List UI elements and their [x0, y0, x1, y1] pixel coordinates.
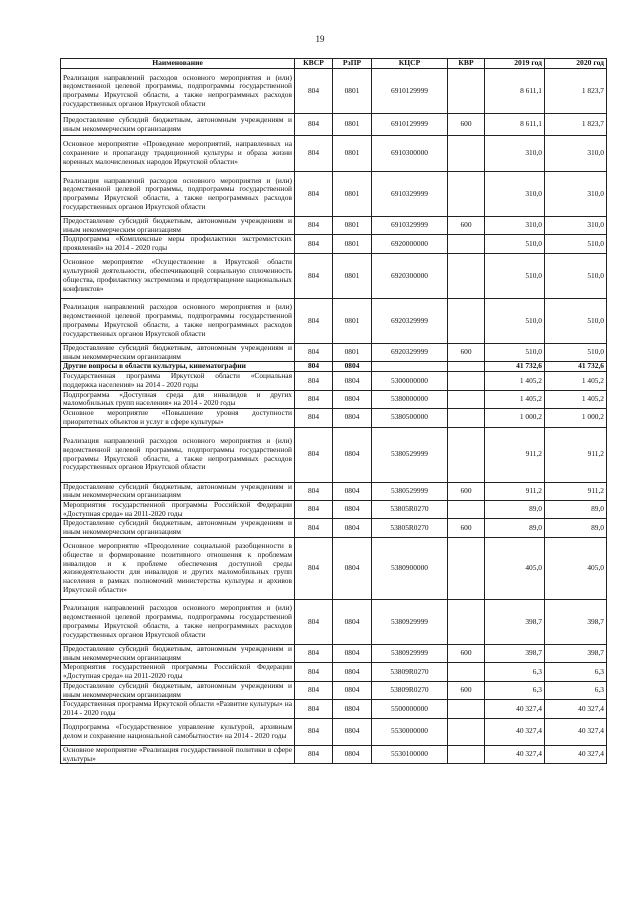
- cell-kvsr: 804: [295, 235, 333, 253]
- cell-kcsr: [372, 362, 448, 372]
- table-row: [61, 663, 607, 681]
- cell-kvsr: 804: [295, 644, 333, 662]
- header-kvsr: КВСР: [295, 59, 333, 69]
- cell-year-2020: 1 405,2: [545, 372, 607, 390]
- cell-kvsr: 804: [295, 537, 333, 599]
- table-row: [61, 136, 607, 172]
- cell-kvsr: 804: [295, 253, 333, 298]
- cell-rzpr: 0804: [333, 599, 372, 644]
- cell-rzpr: 0804: [333, 501, 372, 519]
- cell-kvr: 600: [448, 343, 485, 361]
- table-row: [61, 599, 607, 644]
- table-row: [61, 700, 607, 718]
- cell-rzpr: 0801: [333, 343, 372, 361]
- cell-year-2019: 510,0: [485, 253, 545, 298]
- cell-kvsr: 804: [295, 298, 333, 343]
- cell-name: Реализация направлений расходов основного мероприятия и (или) ведомственной целевой программы, подпрограммы государственной программы Иркутской области, а также непрограммных расходов государственных органов Иркутской области: [61, 599, 295, 644]
- cell-name: Предоставление субсидий бюджетным, автономным учреждениям и иным некоммерческим организациям: [61, 343, 295, 361]
- table-row: [61, 298, 607, 343]
- cell-year-2020: 89,0: [545, 501, 607, 519]
- cell-name: Реализация направлений расходов основного мероприятия и (или) ведомственной целевой программы, подпрограммы государственной программы Иркутской области, а также непрограммных расходов государственных органов Иркутской области: [61, 298, 295, 343]
- table-row: [61, 427, 607, 482]
- cell-rzpr: 0804: [333, 390, 372, 408]
- cell-year-2020: 1 000,2: [545, 409, 607, 427]
- cell-year-2020: 89,0: [545, 519, 607, 537]
- cell-name: Основное мероприятие «Реализация государственной политики в сфере культуры»: [61, 745, 295, 763]
- cell-kcsr: 6910329999: [372, 217, 448, 235]
- cell-kvr: [448, 663, 485, 681]
- cell-year-2020: 911,2: [545, 427, 607, 482]
- cell-kcsr: 6920329999: [372, 343, 448, 361]
- table-row: [61, 501, 607, 519]
- cell-year-2019: 510,0: [485, 235, 545, 253]
- cell-year-2019: 1 000,2: [485, 409, 545, 427]
- cell-kvsr: 804: [295, 482, 333, 500]
- cell-kvr: [448, 136, 485, 172]
- cell-year-2020: 40 327,4: [545, 745, 607, 763]
- cell-kcsr: 53805R0270: [372, 501, 448, 519]
- cell-name: Подпрограмма «Комплексные меры профилактики экстремистских проявлений» на 2014 - 2020 годы: [61, 235, 295, 253]
- cell-name: Основное мероприятие «Повышение уровня доступности приоритетных объектов и услуг в сфере культуры»: [61, 409, 295, 427]
- cell-rzpr: 0801: [333, 69, 372, 114]
- cell-name: Подпрограмма «Государственное управление культурой, архивным делом и сохранение национальной самобытности» на 2014 - 2020 годы: [61, 718, 295, 745]
- cell-kvr: [448, 362, 485, 372]
- table-row: [61, 409, 607, 427]
- cell-name: Предоставление субсидий бюджетным, автономным учреждениям и иным некоммерческим организациям: [61, 644, 295, 662]
- cell-name: Мероприятия государственной программы Российской Федерации «Доступная среда» на 2011-2020 годы: [61, 501, 295, 519]
- cell-kvr: [448, 172, 485, 217]
- cell-year-2019: 41 732,6: [485, 362, 545, 372]
- cell-kvr: [448, 700, 485, 718]
- cell-kcsr: 6910300000: [372, 136, 448, 172]
- cell-name: Реализация направлений расходов основного мероприятия и (или) ведомственной целевой программы, подпрограммы государственной программы Иркутской области, а также непрограммных расходов государственных органов Иркутской области: [61, 172, 295, 217]
- cell-year-2020: 911,2: [545, 482, 607, 500]
- cell-kvr: [448, 427, 485, 482]
- cell-kcsr: 5380929999: [372, 644, 448, 662]
- cell-year-2020: 310,0: [545, 172, 607, 217]
- cell-kvr: [448, 599, 485, 644]
- cell-kvsr: 804: [295, 599, 333, 644]
- cell-kvr: 600: [448, 681, 485, 699]
- cell-name: Основное мероприятие «Осуществление в Иркутской области культурной деятельности, обеспечивающей социальную сплоченность общества, профилактику экстремизма и предотвращение национальных конфликтов»: [61, 253, 295, 298]
- header-name: Наименование: [61, 59, 295, 69]
- cell-year-2019: 8 611,1: [485, 69, 545, 114]
- table-row: [61, 362, 607, 372]
- cell-kcsr: 5500000000: [372, 700, 448, 718]
- cell-kcsr: 5380900000: [372, 537, 448, 599]
- cell-name: Реализация направлений расходов основного мероприятия и (или) ведомственной целевой программы, подпрограммы государственной программы Иркутской области, а также непрограммных расходов государственных органов Иркутской области: [61, 69, 295, 114]
- cell-kvr: [448, 298, 485, 343]
- cell-year-2019: 911,2: [485, 427, 545, 482]
- cell-kcsr: 5380500000: [372, 409, 448, 427]
- table-row: [61, 172, 607, 217]
- cell-year-2019: 310,0: [485, 136, 545, 172]
- cell-kvsr: 804: [295, 217, 333, 235]
- table-row: [61, 718, 607, 745]
- header-year-2019: 2019 год: [485, 59, 545, 69]
- cell-kvsr: 804: [295, 343, 333, 361]
- cell-kvr: [448, 537, 485, 599]
- cell-kvr: 600: [448, 217, 485, 235]
- cell-year-2020: 405,0: [545, 537, 607, 599]
- cell-year-2020: 40 327,4: [545, 718, 607, 745]
- table-row: [61, 372, 607, 390]
- table-row: [61, 253, 607, 298]
- cell-rzpr: 0804: [333, 718, 372, 745]
- table-row: [61, 681, 607, 699]
- cell-kvsr: 804: [295, 427, 333, 482]
- cell-year-2020: 398,7: [545, 644, 607, 662]
- cell-kvsr: 804: [295, 681, 333, 699]
- cell-kvsr: 804: [295, 663, 333, 681]
- cell-rzpr: 0804: [333, 409, 372, 427]
- cell-kcsr: 6920000000: [372, 235, 448, 253]
- cell-kcsr: 5380000000: [372, 390, 448, 408]
- cell-rzpr: 0801: [333, 172, 372, 217]
- cell-rzpr: 0804: [333, 663, 372, 681]
- cell-kcsr: 6910329999: [372, 172, 448, 217]
- cell-year-2020: 1 823,7: [545, 69, 607, 114]
- cell-kvsr: 804: [295, 700, 333, 718]
- cell-name: Подпрограмма «Доступная среда для инвалидов и других маломобильных групп населения» на 2014 - 2020 годы: [61, 390, 295, 408]
- cell-kvsr: 804: [295, 390, 333, 408]
- cell-year-2019: 8 611,1: [485, 114, 545, 136]
- cell-year-2019: 6,3: [485, 663, 545, 681]
- cell-name: Мероприятия государственной программы Российской Федерации «Доступная среда» на 2011-2020 годы: [61, 663, 295, 681]
- budget-table: [60, 58, 607, 764]
- cell-rzpr: 0804: [333, 681, 372, 699]
- cell-year-2019: 1 405,2: [485, 372, 545, 390]
- cell-rzpr: 0801: [333, 136, 372, 172]
- cell-year-2019: 1 405,2: [485, 390, 545, 408]
- cell-year-2020: 1 823,7: [545, 114, 607, 136]
- cell-rzpr: 0804: [333, 700, 372, 718]
- cell-year-2019: 89,0: [485, 501, 545, 519]
- cell-kvsr: 804: [295, 501, 333, 519]
- cell-year-2019: 310,0: [485, 172, 545, 217]
- cell-year-2019: 405,0: [485, 537, 545, 599]
- cell-name: Государственная программа Иркутской области «Развитие культуры» на 2014 - 2020 годы: [61, 700, 295, 718]
- cell-kcsr: 5380929999: [372, 599, 448, 644]
- cell-kcsr: 5380529999: [372, 427, 448, 482]
- table-row: [61, 482, 607, 500]
- cell-kcsr: 6920300000: [372, 253, 448, 298]
- cell-kvr: [448, 69, 485, 114]
- table-row: [61, 390, 607, 408]
- cell-year-2019: 6,3: [485, 681, 545, 699]
- header-kvr: КВР: [448, 59, 485, 69]
- cell-name: Государственная программа Иркутской области «Социальная поддержка населения» на 2014 - 2020 годы: [61, 372, 295, 390]
- cell-year-2020: 1 405,2: [545, 390, 607, 408]
- cell-year-2020: 40 327,4: [545, 700, 607, 718]
- cell-rzpr: 0801: [333, 114, 372, 136]
- cell-kvr: [448, 253, 485, 298]
- cell-kcsr: 5530100000: [372, 745, 448, 763]
- cell-kvsr: 804: [295, 372, 333, 390]
- table-row: [61, 343, 607, 361]
- cell-year-2020: 41 732,6: [545, 362, 607, 372]
- cell-year-2020: 510,0: [545, 235, 607, 253]
- cell-kcsr: 6910129999: [372, 114, 448, 136]
- cell-name: Основное мероприятие «Проведение мероприятий, направленных на сохранение и пропаганду традиционной культуры и образа жизни коренных малочисленных народов Иркутской области»: [61, 136, 295, 172]
- cell-kvr: [448, 409, 485, 427]
- cell-kcsr: 5300000000: [372, 372, 448, 390]
- table-header-row: [61, 59, 607, 69]
- cell-rzpr: 0801: [333, 235, 372, 253]
- cell-rzpr: 0801: [333, 298, 372, 343]
- table-row: [61, 644, 607, 662]
- cell-kvsr: 804: [295, 362, 333, 372]
- cell-kcsr: 6910129999: [372, 69, 448, 114]
- cell-year-2019: 310,0: [485, 217, 545, 235]
- header-kcsr: КЦСР: [372, 59, 448, 69]
- cell-kvr: 600: [448, 519, 485, 537]
- cell-kvr: 600: [448, 644, 485, 662]
- cell-kcsr: 53809R0270: [372, 663, 448, 681]
- cell-year-2020: 510,0: [545, 298, 607, 343]
- cell-kcsr: 5380529999: [372, 482, 448, 500]
- cell-kvsr: 804: [295, 718, 333, 745]
- cell-kcsr: 53809R0270: [372, 681, 448, 699]
- header-year-2020: 2020 год: [545, 59, 607, 69]
- cell-rzpr: 0804: [333, 745, 372, 763]
- cell-kvsr: 804: [295, 172, 333, 217]
- cell-year-2019: 398,7: [485, 599, 545, 644]
- cell-rzpr: 0804: [333, 482, 372, 500]
- cell-rzpr: 0801: [333, 217, 372, 235]
- cell-kcsr: 5530000000: [372, 718, 448, 745]
- cell-year-2020: 398,7: [545, 599, 607, 644]
- cell-rzpr: 0804: [333, 644, 372, 662]
- cell-kcsr: 53805R0270: [372, 519, 448, 537]
- cell-rzpr: 0804: [333, 372, 372, 390]
- cell-kvsr: 804: [295, 519, 333, 537]
- cell-year-2020: 310,0: [545, 136, 607, 172]
- cell-name: Предоставление субсидий бюджетным, автономным учреждениям и иным некоммерческим организациям: [61, 519, 295, 537]
- cell-kvr: [448, 235, 485, 253]
- table-row: [61, 235, 607, 253]
- cell-year-2020: 310,0: [545, 217, 607, 235]
- cell-rzpr: 0804: [333, 427, 372, 482]
- cell-kvr: [448, 718, 485, 745]
- table-row: [61, 537, 607, 599]
- cell-name: Предоставление субсидий бюджетным, автономным учреждениям и иным некоммерческим организациям: [61, 482, 295, 500]
- cell-kvr: [448, 372, 485, 390]
- cell-rzpr: 0804: [333, 362, 372, 372]
- cell-kvr: [448, 390, 485, 408]
- cell-name: Основное мероприятие «Преодоление социальной разобщенности в обществе и формирование позитивного отношения к проблемам инвалидов и к проблеме обеспечения доступной среды жизнедеятельности для инвалидов и других маломобильных групп населения в рамках полномочий министерства культуры и архивов Иркутской области»: [61, 537, 295, 599]
- cell-rzpr: 0804: [333, 537, 372, 599]
- cell-kvr: [448, 745, 485, 763]
- cell-kvsr: 804: [295, 69, 333, 114]
- table-row: [61, 217, 607, 235]
- cell-year-2019: 40 327,4: [485, 700, 545, 718]
- cell-kvsr: 804: [295, 409, 333, 427]
- cell-name: Предоставление субсидий бюджетным, автономным учреждениям и иным некоммерческим организациям: [61, 217, 295, 235]
- cell-kcsr: 6920329999: [372, 298, 448, 343]
- table-row: [61, 69, 607, 114]
- table-row: [61, 745, 607, 763]
- header-rzpr: РзПР: [333, 59, 372, 69]
- cell-year-2019: 40 327,4: [485, 718, 545, 745]
- page-number: 19: [315, 34, 325, 44]
- table-body: [61, 69, 607, 764]
- cell-name: Предоставление субсидий бюджетным, автономным учреждениям и иным некоммерческим организациям: [61, 114, 295, 136]
- cell-name: Другие вопросы в области культуры, кинематографии: [61, 362, 295, 372]
- cell-kvr: 600: [448, 114, 485, 136]
- cell-kvsr: 804: [295, 745, 333, 763]
- cell-name: Предоставление субсидий бюджетным, автономным учреждениям и иным некоммерческим организациям: [61, 681, 295, 699]
- cell-kvsr: 804: [295, 114, 333, 136]
- cell-year-2019: 398,7: [485, 644, 545, 662]
- table-row: [61, 519, 607, 537]
- cell-kvr: [448, 501, 485, 519]
- cell-year-2020: 510,0: [545, 343, 607, 361]
- cell-year-2019: 911,2: [485, 482, 545, 500]
- cell-year-2019: 510,0: [485, 298, 545, 343]
- cell-rzpr: 0804: [333, 519, 372, 537]
- cell-year-2019: 89,0: [485, 519, 545, 537]
- cell-year-2019: 40 327,4: [485, 745, 545, 763]
- cell-kvsr: 804: [295, 136, 333, 172]
- cell-year-2020: 6,3: [545, 663, 607, 681]
- table-row: [61, 114, 607, 136]
- cell-kvr: 600: [448, 482, 485, 500]
- cell-year-2020: 6,3: [545, 681, 607, 699]
- cell-name: Реализация направлений расходов основного мероприятия и (или) ведомственной целевой программы, подпрограммы государственной программы Иркутской области, а также непрограммных расходов государственных органов Иркутской области: [61, 427, 295, 482]
- cell-year-2020: 510,0: [545, 253, 607, 298]
- cell-year-2019: 510,0: [485, 343, 545, 361]
- cell-rzpr: 0801: [333, 253, 372, 298]
